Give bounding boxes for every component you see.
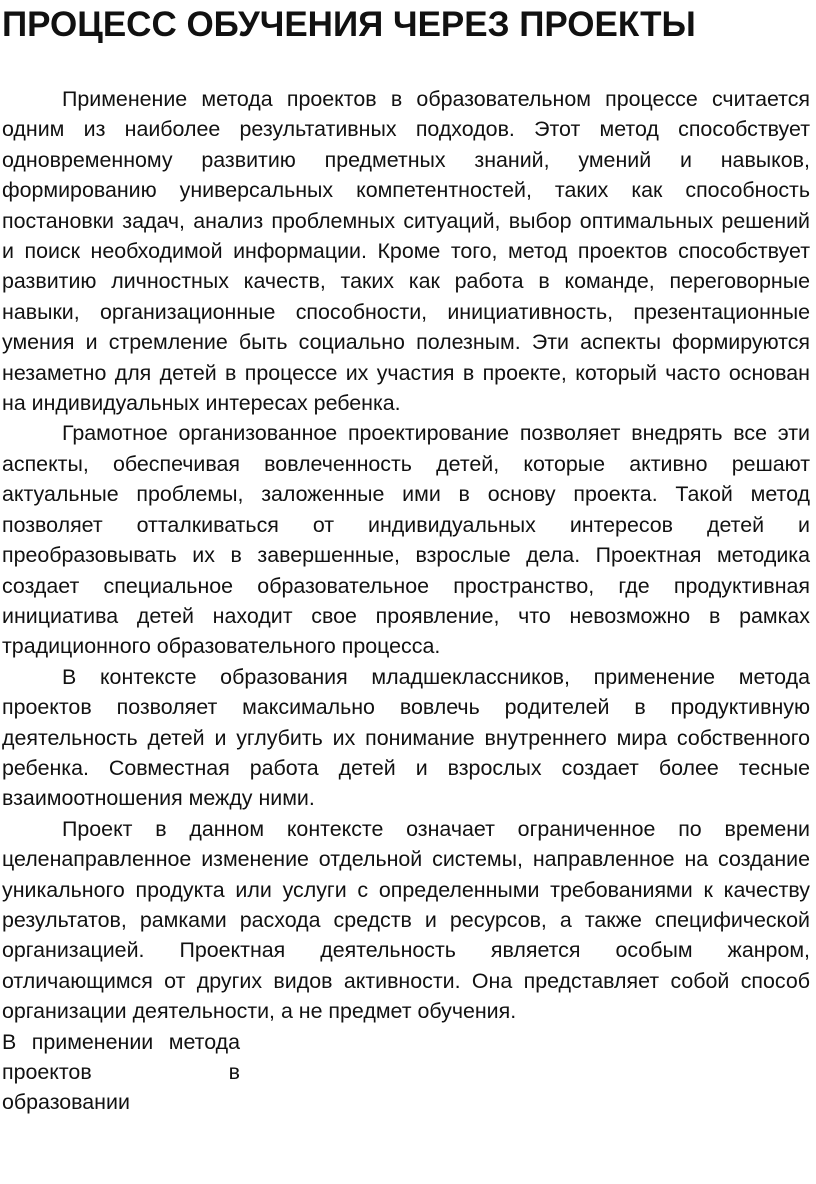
paragraph-4: Проект в данном контексте означает ограниченное по времени целенаправленное изменение отдельной системы, направленное на создание уникального продукта или услуги с определенными требованиями к качеству результатов, рамками расхода средств и ресурсов, а также специфической организацией. Проектная деятельность является особым жанром, отличающимся от других видов активности. Она представляет собой способ организации деятельности, а не предмет обучения.	[2, 816, 810, 1024]
paragraph-3: В контексте образования младшеклассников, применение метода проектов позволяет максимально вовлечь родителей в продуктивную деятельность детей и углубить их понимание внутреннего мира собственного ребенка. Совместная работа детей и взрослых создает более тесные взаимоотношения между ними.	[2, 664, 810, 811]
document-title: ПРОЦЕСС ОБУЧЕНИЯ ЧЕРЕЗ ПРОЕКТЫ	[2, 5, 696, 44]
paragraph-1: Применение метода проектов в образовательном процессе считается одним из наиболее результативных подходов. Этот метод способствует одновременному развитию предметных знаний, умений и навыков, формированию универсальных компетентностей, таких как способность постановки задач, анализ проблемных ситуаций, выбор оптимальных решений и поиск необходимой информации. Кроме того, метод проектов способствует развитию личностных качеств, таких как работа в команде, переговорные навыки, организационные способности, инициативность, презентационные умения и стремление быть социально полезным. Эти аспекты формируются незаметно для детей в процессе их участия в проекте, который часто основан на индивидуальных интересах ребенка.	[2, 87, 810, 416]
paragraph-fragment: В применении метода проектов в образовании	[2, 1029, 240, 1115]
paragraph-2: Грамотное организованное проектирование позволяет внедрять все эти аспекты, обеспечивая вовлеченность детей, которые активно решают актуальные проблемы, заложенные ими в основу проекта. Такой метод позволяет отталкиваться от индивидуальных интересов детей и преобразовывать их в завершенные, взрослые дела. Проектная методика создает специальное образовательное пространство, где продуктивная инициатива детей находит свое проявление, что невозможно в рамках традиционного образовательного процесса.	[2, 421, 810, 659]
document-body	[2, 84, 810, 1118]
